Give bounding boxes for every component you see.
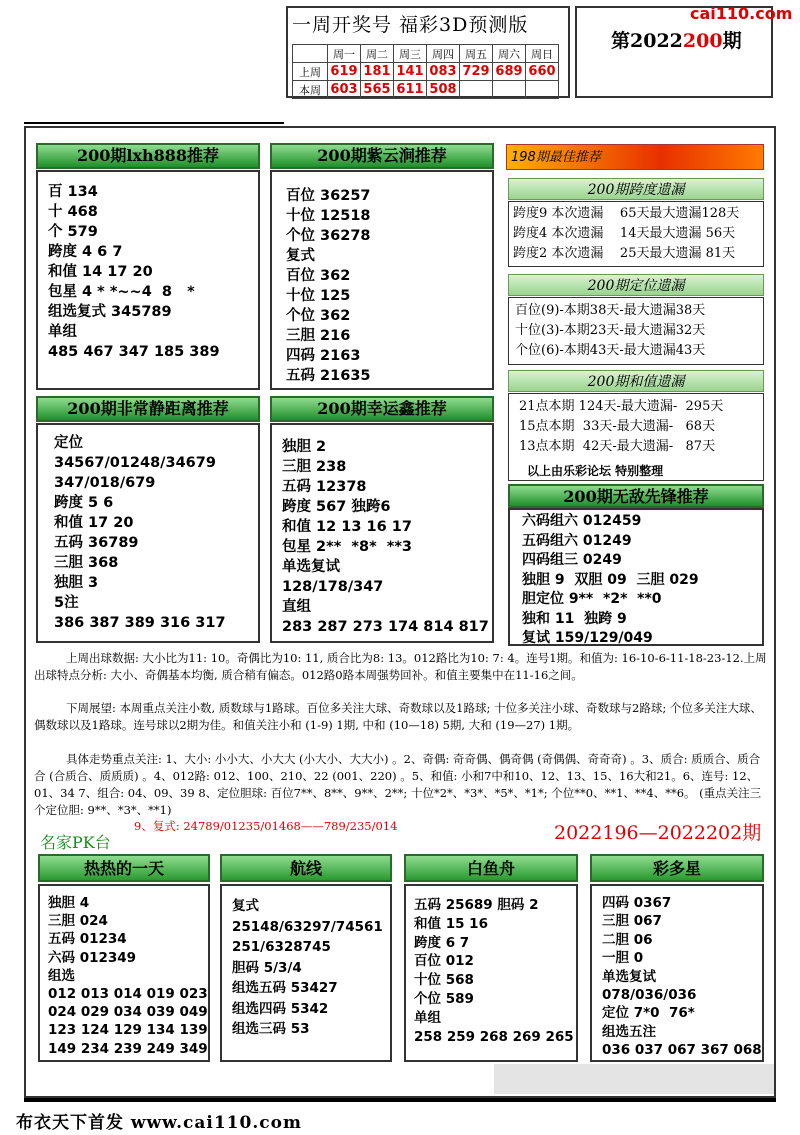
day-header: 周四 — [427, 45, 460, 63]
pk-section-label: 名家PK台 — [40, 833, 111, 852]
expert-panel-caiduoxing — [590, 884, 764, 1062]
panel-content: 定位 34567/01248/34679 347/018/679 跨度 5 6 和值 17 20 五码 36789 三胆 368 独胆 3 5注 386 387 389 316 317 — [54, 435, 226, 631]
panel-lxh888 — [36, 170, 260, 390]
draw-number — [493, 81, 526, 99]
issue-number: 第2022200期 — [611, 30, 742, 52]
weekly-draw-title: 一周开奖号 福彩3D预测版 — [292, 14, 529, 36]
last-week-label: 上周 — [293, 63, 328, 81]
draw-number: 619 — [328, 63, 361, 81]
draw-number: 729 — [460, 63, 493, 81]
site-logo[interactable]: cai110.com — [690, 4, 793, 23]
draw-number: 508 — [427, 81, 460, 99]
panel-content: 百位 36257 十位 12518 个位 36278 复式 百位 362 十位 125 个位 362 三胆 216 四码 2163 五码 21635 — [286, 188, 371, 384]
panel-content: 百 134 十 468 个 579 跨度 4 6 7 和值 14 17 20 包星 4 * *~~4 8 * 组选复式 345789 单组 485 467 347 185 389 — [48, 184, 220, 360]
day-header: 周一 — [328, 45, 361, 63]
draw-number: 083 — [427, 63, 460, 81]
position-omission-title: 200期定位遗漏 — [508, 274, 764, 296]
expert-panel-hangxian — [220, 884, 392, 1062]
panel-title-wudi: 200期无敌先锋推荐 — [508, 484, 764, 508]
span-omission-panel — [508, 201, 764, 267]
draw-number: 565 — [361, 81, 394, 99]
analysis-trends: 具体走势重点关注: 1、大小: 小小大、小大大 (小大小、大大小) 。2、奇偶: 奇奇偶、偶奇偶 (奇偶偶、奇奇奇) 。3、质合: 质质合、质合合 (合质合、质质质) 。4、012路: 012、100、210、22 (001、220) 。5、和值: 小和7中和10、12、13、15、16大和21。6、连号: 12、01、34 7、组合: 04、09、39 8、定位胆球: 百位7**、8**、9**、2**; 十位*2*、*3*、*5*、*1*; 个位**0、**1、**4、**6。 (重点关注三个定位胆: 9**、*3*、**1) — [34, 752, 762, 817]
this-week-label: 本周 — [293, 81, 328, 99]
panel-title-xingyunxin: 200期幸运鑫推荐 — [270, 396, 494, 422]
draw-number: 660 — [526, 63, 559, 81]
panel-jingjuli — [36, 423, 260, 643]
span-omission-title: 200期跨度遗漏 — [508, 178, 764, 200]
draw-number: 181 — [361, 63, 394, 81]
sum-omission-content: 21点本期 124天-最大遗漏- 295天 15点本期 33天-最大遗漏- 68天 13点本期 42天-最大遗漏- 87天 — [519, 399, 724, 454]
span-omission-content: 跨度9 本次遗漏 65天最大遗漏128天 跨度4 本次遗漏 14天最大遗漏 56天 跨度2 本次遗漏 25天最大遗漏 81天 — [513, 206, 740, 261]
panel-content: 复式 25148/63297/74561 251/6328745 胆码 5/3/4 组选五码 53427 组选四码 5342 组选三码 53 — [232, 898, 383, 1037]
panel-content: 独胆 2 三胆 238 五码 12378 跨度 567 独跨6 和值 12 13 16 17 包星 2** *8* **3 单选复试 128/178/347 直组 283 287 273 174 814 817 — [282, 439, 489, 635]
draw-number: 603 — [328, 81, 361, 99]
table-row — [293, 81, 559, 99]
day-header: 周六 — [493, 45, 526, 63]
position-omission-panel — [508, 297, 764, 365]
day-header: 周五 — [460, 45, 493, 63]
period-range: 2022196—2022202期 — [554, 822, 762, 844]
sum-omission-title: 200期和值遗漏 — [508, 370, 764, 392]
best-recommend-title: 198期最佳推荐 — [506, 144, 764, 170]
footer-text: 布衣天下首发 www.cai110.com — [16, 1113, 302, 1133]
decorative-strip — [494, 1064, 774, 1094]
table-row — [293, 45, 559, 63]
weekly-draw-table — [292, 44, 559, 99]
analysis-last-week: 上周出球数据: 大小比为11: 10。奇偶比为10: 11, 质合比为8: 13。012路比为10: 7: 4。连号1期。和值为: 16-10-6-11-18-23-12.上周出球特点分析: 大小、奇偶基本均衡, 质合稍有偏态。012路0路本周强势回补。和值主要集中在11-16之间。 — [34, 651, 767, 682]
divider — [24, 122, 284, 124]
panel-wudi — [508, 508, 764, 646]
expert-title-caiduoxing: 彩多星 — [590, 854, 764, 882]
panel-content: 六码组六 012459 五码组六 01249 四码组三 0249 独胆 9 双胆 09 三胆 029 胆定位 9** *2* **0 独和 11 独跨 9 复试 159/129/049 — [522, 513, 699, 646]
sum-omission-panel — [508, 393, 764, 481]
panel-xingyunxin — [270, 423, 494, 643]
credit-note: 以上由乐彩论坛 特别整理 — [527, 464, 664, 478]
panel-title-ziyunjian: 200期紫云涧推荐 — [270, 143, 494, 169]
panel-content: 五码 25689 胆码 2 和值 15 16 跨度 6 7 百位 012 十位 568 个位 589 单组 258 259 268 269 265 — [414, 897, 574, 1045]
analysis-outlook: 下周展望: 本周重点关注小数, 质数球与1路球。百位多关注大球、奇数球以及1路球; 十位多关注小球、奇数球与2路球; 个位多关注大球、偶数球以及1路球。连号球以2期为佳。和值关注小和 (1-9) 1期, 中和 (10—18) 5期, 大和 (19—27) 1期。 — [34, 701, 762, 732]
draw-number: 141 — [394, 63, 427, 81]
day-header: 周三 — [394, 45, 427, 63]
expert-title-rerede: 热热的一天 — [38, 854, 210, 882]
expert-panel-rerede — [38, 884, 210, 1062]
draw-number: 689 — [493, 63, 526, 81]
day-header: 周二 — [361, 45, 394, 63]
table-row — [293, 63, 559, 81]
panel-title-lxh888: 200期lxh888推荐 — [36, 143, 260, 169]
weekly-draw-box — [286, 6, 570, 98]
expert-title-baiyuzhou: 白鱼舟 — [404, 854, 578, 882]
footer-divider — [24, 1098, 776, 1102]
panel-content: 四码 0367 三胆 067 二胆 06 一胆 0 单选复试 078/036/036 定位 7*0 76* 组选五注 036 037 067 367 068 — [602, 895, 762, 1059]
analysis-compound: 9、复式: 24789/01235/01468——789/235/014 — [134, 819, 398, 833]
day-header: 周日 — [526, 45, 559, 63]
position-omission-content: 百位(9)-本期38天-最大遗漏38天 十位(3)-本期23天-最大遗漏32天 个位(6)-本期43天-最大遗漏43天 — [515, 303, 706, 358]
draw-number — [526, 81, 559, 99]
expert-title-hangxian: 航线 — [220, 854, 392, 882]
panel-title-jingjuli: 200期非常静距离推荐 — [36, 396, 260, 422]
panel-ziyunjian — [270, 170, 494, 390]
expert-panel-baiyuzhou — [404, 884, 578, 1062]
panel-content: 独胆 4 三胆 024 五码 01234 六码 012349 组选 012 013 014 019 023 024 029 034 039 049 123 124 129 134 139 149 234 239 249 349 — [48, 895, 208, 1057]
draw-number — [460, 81, 493, 99]
draw-number: 611 — [394, 81, 427, 99]
